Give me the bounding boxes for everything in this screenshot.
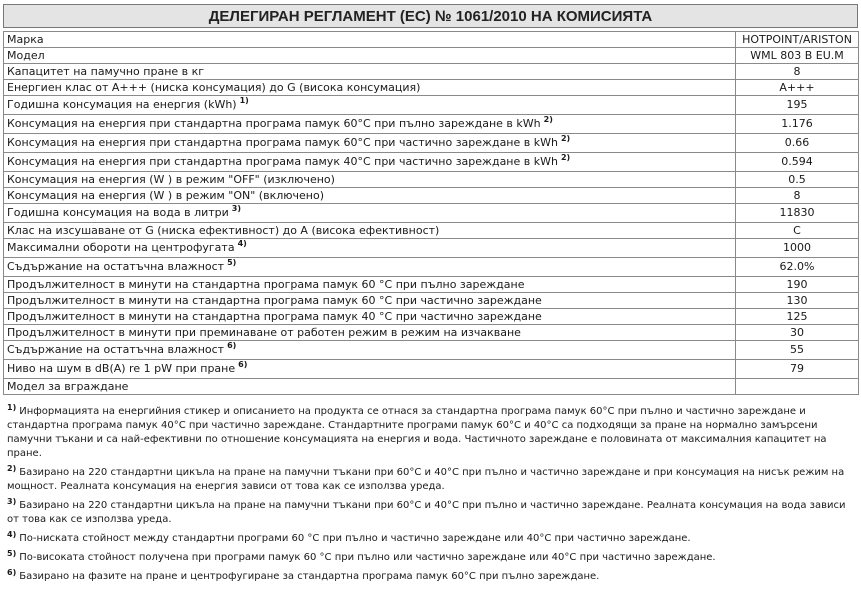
spec-label-cell xyxy=(4,115,736,134)
spec-label-cell xyxy=(4,293,736,309)
spec-value: 1.176 xyxy=(736,115,859,134)
spec-label-cell xyxy=(4,360,736,379)
spec-row xyxy=(4,258,859,277)
spec-value: 125 xyxy=(736,309,859,325)
spec-label: Консумация на енергия при стандартна програма памук 60°C при пълно зареждане в kWh xyxy=(7,117,541,130)
spec-value xyxy=(736,379,859,395)
footnote-ref: 3) xyxy=(231,204,242,213)
footnote-text: Базирано на 220 стандартни цикъла на пране на памучни тъкани при 60°C и 40°C при пълно и частично зареждане и при консумация на нисък режим на мощност. Реалната консумация на енергия зависи от това как се използва уреда. xyxy=(7,467,845,492)
footnote xyxy=(7,551,857,565)
spec-value: C xyxy=(736,223,859,239)
spec-label: Годишна консумация на енергия (kWh) xyxy=(7,98,237,111)
footnote-number: 6) xyxy=(7,568,17,577)
spec-label: Консумация на енергия при стандартна програма памук 60°C при частично зареждане в kWh xyxy=(7,136,558,149)
footnote-text: Базирано на 220 стандартни цикъла на пране на памучни тъкани при 60°C и 40°C при пълно и частично зареждане. Реалната консумация на вода зависи от това как се използва уреда. xyxy=(7,500,846,525)
footnote-number: 4) xyxy=(7,530,17,539)
spec-label-cell xyxy=(4,277,736,293)
spec-row xyxy=(4,360,859,379)
footnote xyxy=(7,466,857,494)
spec-label: Продължителност в минути на стандартна програма памук 40 °C при частично зареждане xyxy=(7,310,542,323)
spec-row xyxy=(4,80,859,96)
spec-label: Консумация на енергия (W ) в режим "ON" (включено) xyxy=(7,189,324,202)
spec-label: Годишна консумация на вода в литри xyxy=(7,206,229,219)
spec-value: 195 xyxy=(736,96,859,115)
spec-row xyxy=(4,309,859,325)
spec-row xyxy=(4,48,859,64)
spec-value: 130 xyxy=(736,293,859,309)
footnote-text: Информацията на енергийния стикер и описанието на продукта се отнася за стандартна програма памук 60°C при пълно и частично зареждане и стандартна програма памук 40°C при частично зареждане. Стандартните програми памук 60°C и 40°C са подходящи за пране на нормално замърсени памучни тъкани и са най-ефективни по отношение консумацията на енергия и вода. Частичното зареждане е половината от максималния капацитет на пране. xyxy=(7,406,827,459)
spec-label-cell xyxy=(4,379,736,395)
spec-label: Енергиен клас от A+++ (ниска консумация) до G (висока консумация) xyxy=(7,81,421,94)
spec-label: Консумация на енергия (W ) в режим "OFF" (изключено) xyxy=(7,173,335,186)
spec-row xyxy=(4,204,859,223)
spec-label: Капацитет на памучно пране в кг xyxy=(7,65,205,78)
footnote-ref: 1) xyxy=(239,96,249,105)
spec-value: 0.5 xyxy=(736,172,859,188)
footnote-ref: 2) xyxy=(543,115,553,124)
spec-label: Продължителност в минути на стандартна програма памук 60 °C при пълно зареждане xyxy=(7,278,525,291)
spec-row xyxy=(4,64,859,80)
spec-label-cell xyxy=(4,153,736,172)
footnote-number: 3) xyxy=(7,497,17,506)
spec-table xyxy=(3,31,859,395)
spec-label-cell xyxy=(4,172,736,188)
spec-label-cell xyxy=(4,239,736,258)
spec-row xyxy=(4,277,859,293)
spec-label: Максимални обороти на центрофугата xyxy=(7,241,235,254)
spec-label: Ниво на шум в dB(A) re 1 pW при пране xyxy=(7,362,236,375)
spec-label-cell xyxy=(4,204,736,223)
footnote-ref: 2) xyxy=(560,134,571,143)
spec-label-cell xyxy=(4,32,736,48)
spec-row xyxy=(4,223,859,239)
spec-label: Съдържание на остатъчна влажност xyxy=(7,343,225,356)
spec-row xyxy=(4,172,859,188)
spec-row xyxy=(4,115,859,134)
spec-value: HOTPOINT/ARISTON xyxy=(736,32,859,48)
spec-row xyxy=(4,293,859,309)
spec-row xyxy=(4,153,859,172)
regulation-title: ДЕЛЕГИРАН РЕГЛАМЕНТ (ЕС) № 1061/2010 НА КОМИСИЯТА xyxy=(3,4,858,28)
footnote-number: 1) xyxy=(7,403,17,412)
spec-value: 1000 xyxy=(736,239,859,258)
spec-value: WML 803 B EU.M xyxy=(736,48,859,64)
spec-label: Съдържание на остатъчна влажност xyxy=(7,260,225,273)
spec-label-cell xyxy=(4,309,736,325)
spec-label-cell xyxy=(4,325,736,341)
footnote-ref: 6) xyxy=(238,360,248,369)
footnote-ref: 4) xyxy=(237,239,247,248)
footnote-text: По-ниската стойност между стандартни програми 60 °C при пълно и частично зареждане или 40°C при частично зареждане. xyxy=(19,533,691,544)
spec-label: Продължителност в минути при преминаване от работен режим в режим на изчакване xyxy=(7,326,521,339)
spec-row xyxy=(4,325,859,341)
spec-table-body xyxy=(4,32,859,395)
footnote xyxy=(7,499,857,527)
spec-label: Консумация на енергия при стандартна програма памук 40°C при частично зареждане в kWh xyxy=(7,155,558,168)
spec-label-cell xyxy=(4,134,736,153)
spec-value: 0.66 xyxy=(736,134,859,153)
spec-row xyxy=(4,239,859,258)
spec-value: 8 xyxy=(736,64,859,80)
spec-label: Модел xyxy=(7,49,45,62)
footnote xyxy=(7,532,857,546)
spec-label: Марка xyxy=(7,33,44,46)
spec-label: Продължителност в минути на стандартна програма памук 60 °C при частично зареждане xyxy=(7,294,542,307)
footnote-text: По-високата стойност получена при програми памук 60 °C при пълно или частично зареждане или 40°C при частично зареждане. xyxy=(19,552,716,563)
footnote-number: 5) xyxy=(7,549,17,558)
spec-row xyxy=(4,188,859,204)
spec-row xyxy=(4,379,859,395)
spec-value: 62.0% xyxy=(736,258,859,277)
spec-value: 30 xyxy=(736,325,859,341)
spec-row xyxy=(4,96,859,115)
footnotes xyxy=(7,405,857,589)
spec-value: 0.594 xyxy=(736,153,859,172)
spec-value: 8 xyxy=(736,188,859,204)
spec-row xyxy=(4,32,859,48)
footnote-ref: 5) xyxy=(227,258,237,267)
footnote-text: Базирано на фазите на пране и центрофугиране за стандартна програма памук 60°C при пълно зареждане. xyxy=(19,571,600,582)
spec-label: Модел за вграждане xyxy=(7,380,129,393)
spec-value: 190 xyxy=(736,277,859,293)
spec-label-cell xyxy=(4,48,736,64)
footnote xyxy=(7,570,857,584)
footnote-ref: 6) xyxy=(227,341,237,350)
spec-label-cell xyxy=(4,341,736,360)
spec-label-cell xyxy=(4,64,736,80)
spec-value: 11830 xyxy=(736,204,859,223)
spec-label-cell xyxy=(4,258,736,277)
spec-label: Клас на изсушаване от G (ниска ефективност) до A (висока ефективност) xyxy=(7,224,440,237)
footnote-ref: 2) xyxy=(560,153,571,162)
spec-value: 55 xyxy=(736,341,859,360)
footnote-number: 2) xyxy=(7,464,17,473)
spec-value: A+++ xyxy=(736,80,859,96)
spec-label-cell xyxy=(4,80,736,96)
spec-label-cell xyxy=(4,96,736,115)
spec-label-cell xyxy=(4,188,736,204)
spec-label-cell xyxy=(4,223,736,239)
footnote xyxy=(7,405,857,461)
spec-value: 79 xyxy=(736,360,859,379)
spec-row xyxy=(4,134,859,153)
spec-row xyxy=(4,341,859,360)
